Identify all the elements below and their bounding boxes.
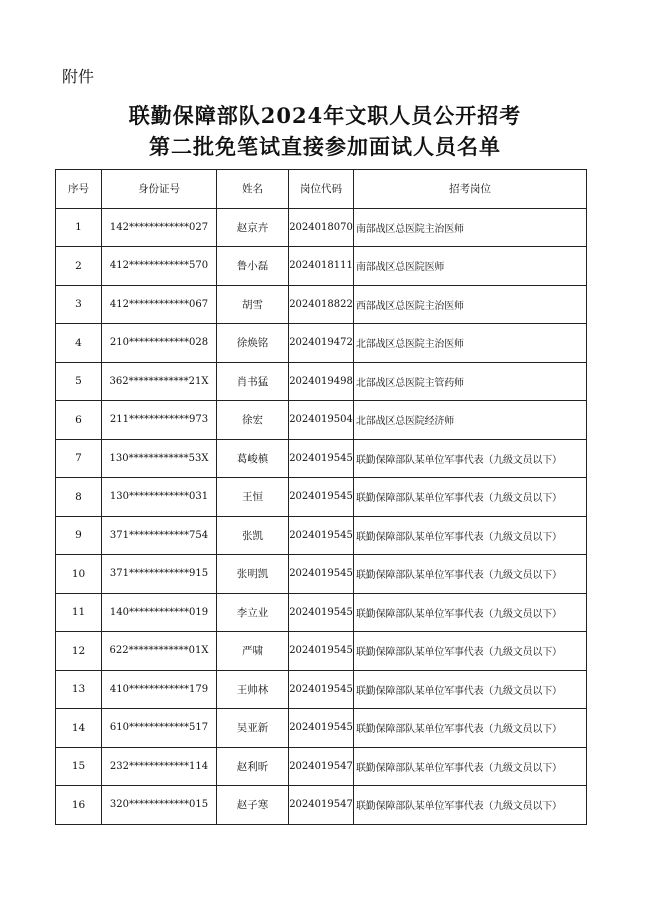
table-row [56, 516, 587, 555]
cell-position: 北部战区总医院主管药师 [354, 362, 587, 401]
cell-name: 王帅林 [217, 670, 289, 709]
cell-serial-number: 3 [56, 285, 102, 324]
cell-id-number: 210************028 [102, 324, 217, 363]
cell-name: 赵京卉 [217, 208, 289, 247]
cell-position: 南部战区总医院主治医师 [354, 208, 587, 247]
cell-serial-number: 12 [56, 632, 102, 671]
table-row [56, 285, 587, 324]
cell-serial-number: 9 [56, 516, 102, 555]
cell-position-code: 2024019545 [289, 593, 354, 632]
cell-position: 联勤保障部队某单位军事代表（九级文员以下） [354, 439, 587, 478]
cell-serial-number: 10 [56, 555, 102, 594]
cell-position: 联勤保障部队某单位军事代表（九级文员以下） [354, 786, 587, 825]
cell-name: 李立业 [217, 593, 289, 632]
cell-serial-number: 6 [56, 401, 102, 440]
cell-position: 联勤保障部队某单位军事代表（九级文员以下） [354, 747, 587, 786]
cell-position: 联勤保障部队某单位军事代表（九级文员以下） [354, 632, 587, 671]
table-row [56, 555, 587, 594]
cell-serial-number: 4 [56, 324, 102, 363]
table-row [56, 709, 587, 748]
cell-id-number: 140************019 [102, 593, 217, 632]
cell-position: 联勤保障部队某单位军事代表（九级文员以下） [354, 478, 587, 517]
cell-serial-number: 11 [56, 593, 102, 632]
cell-position-code: 2024019472 [289, 324, 354, 363]
table-row [56, 208, 587, 247]
cell-serial-number: 7 [56, 439, 102, 478]
table-row [56, 401, 587, 440]
cell-name: 徐焕铭 [217, 324, 289, 363]
cell-position: 北部战区总医院主治医师 [354, 324, 587, 363]
cell-id-number: 130************031 [102, 478, 217, 517]
header-position: 招考岗位 [354, 170, 587, 209]
header-serial-number: 序号 [56, 170, 102, 209]
document-title-line-1: 联勤保障部队2024年文职人员公开招考 [128, 103, 522, 128]
cell-position-code: 2024019545 [289, 555, 354, 594]
cell-serial-number: 13 [56, 670, 102, 709]
cell-id-number: 412************570 [102, 247, 217, 286]
cell-serial-number: 14 [56, 709, 102, 748]
table-row [56, 786, 587, 825]
cell-position-code: 2024019504 [289, 401, 354, 440]
header-id-number: 身份证号 [102, 170, 217, 209]
cell-position-code: 2024018111 [289, 247, 354, 286]
cell-position-code: 2024018070 [289, 208, 354, 247]
cell-serial-number: 2 [56, 247, 102, 286]
cell-name: 吴亚新 [217, 709, 289, 748]
cell-position-code: 2024019545 [289, 670, 354, 709]
cell-position: 联勤保障部队某单位军事代表（九级文员以下） [354, 593, 587, 632]
cell-name: 严啸 [217, 632, 289, 671]
table-row [56, 324, 587, 363]
cell-position: 北部战区总医院经济师 [354, 401, 587, 440]
cell-name: 王恒 [217, 478, 289, 517]
cell-name: 张凯 [217, 516, 289, 555]
cell-position-code: 2024019547 [289, 747, 354, 786]
table-row [56, 247, 587, 286]
cell-position-code: 2024018822 [289, 285, 354, 324]
cell-position: 西部战区总医院主治医师 [354, 285, 587, 324]
cell-serial-number: 16 [56, 786, 102, 825]
cell-id-number: 622************01X [102, 632, 217, 671]
cell-position-code: 2024019545 [289, 709, 354, 748]
table-row [56, 747, 587, 786]
cell-serial-number: 1 [56, 208, 102, 247]
cell-position: 联勤保障部队某单位军事代表（九级文员以下） [354, 709, 587, 748]
cell-name: 赵利昕 [217, 747, 289, 786]
cell-name: 肖书猛 [217, 362, 289, 401]
cell-id-number: 142************027 [102, 208, 217, 247]
cell-position-code: 2024019547 [289, 786, 354, 825]
candidate-table [55, 169, 587, 825]
table-row [56, 478, 587, 517]
table-row [56, 362, 587, 401]
cell-position-code: 2024019545 [289, 516, 354, 555]
cell-position-code: 2024019545 [289, 439, 354, 478]
header-position-code: 岗位代码 [289, 170, 354, 209]
cell-position: 联勤保障部队某单位军事代表（九级文员以下） [354, 670, 587, 709]
cell-position: 南部战区总医院医师 [354, 247, 587, 286]
cell-id-number: 232************114 [102, 747, 217, 786]
cell-position-code: 2024019545 [289, 478, 354, 517]
cell-position: 联勤保障部队某单位军事代表（九级文员以下） [354, 516, 587, 555]
table-row [56, 593, 587, 632]
table-row [56, 670, 587, 709]
cell-id-number: 610************517 [102, 709, 217, 748]
cell-id-number: 412************067 [102, 285, 217, 324]
cell-serial-number: 5 [56, 362, 102, 401]
cell-id-number: 211************973 [102, 401, 217, 440]
attachment-label: 附件 [62, 67, 95, 86]
cell-serial-number: 8 [56, 478, 102, 517]
header-name: 姓名 [217, 170, 289, 209]
cell-id-number: 130************53X [102, 439, 217, 478]
cell-id-number: 410************179 [102, 670, 217, 709]
table-row [56, 632, 587, 671]
table-header-row [56, 170, 587, 209]
cell-name: 鲁小磊 [217, 247, 289, 286]
cell-position: 联勤保障部队某单位军事代表（九级文员以下） [354, 555, 587, 594]
document-title-line-2: 第二批免笔试直接参加面试人员名单 [149, 134, 501, 159]
table-body [56, 208, 587, 824]
table-row [56, 439, 587, 478]
cell-name: 徐宏 [217, 401, 289, 440]
cell-serial-number: 15 [56, 747, 102, 786]
cell-position-code: 2024019498 [289, 362, 354, 401]
cell-name: 葛峻槙 [217, 439, 289, 478]
cell-id-number: 362************21X [102, 362, 217, 401]
cell-name: 胡雪 [217, 285, 289, 324]
cell-name: 赵子寒 [217, 786, 289, 825]
cell-name: 张明凯 [217, 555, 289, 594]
cell-id-number: 320************015 [102, 786, 217, 825]
cell-position-code: 2024019545 [289, 632, 354, 671]
cell-id-number: 371************915 [102, 555, 217, 594]
cell-id-number: 371************754 [102, 516, 217, 555]
